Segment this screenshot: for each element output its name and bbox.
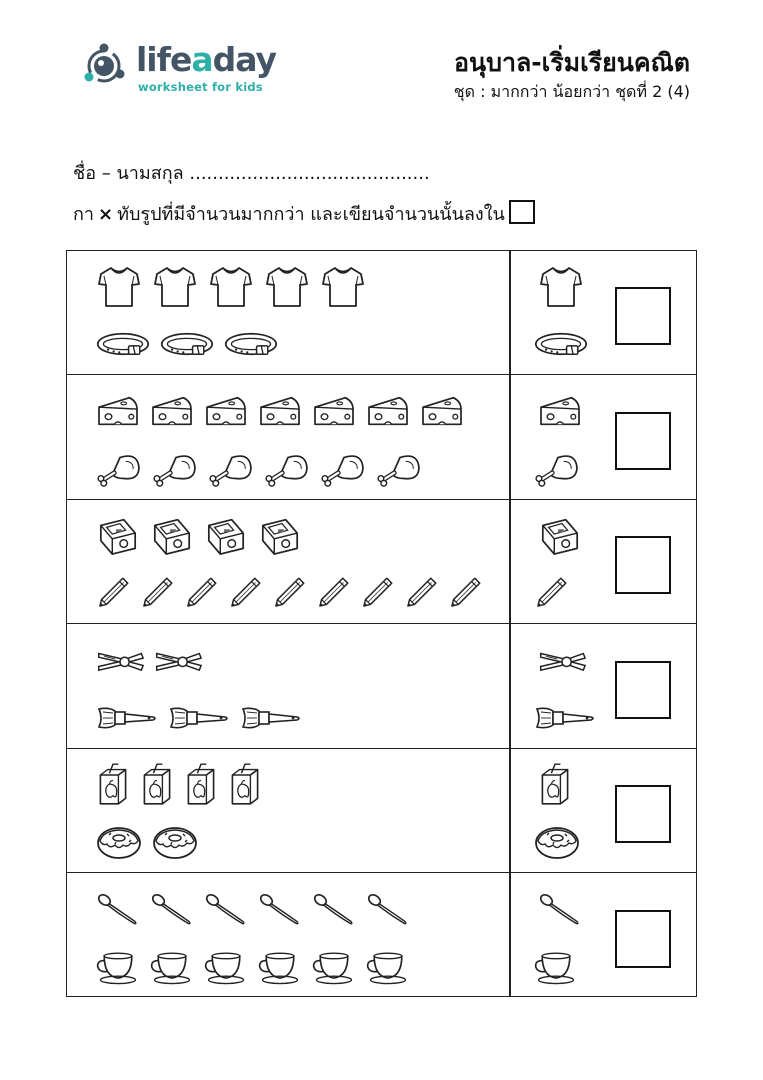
- reference-bottom-picture: [533, 815, 589, 869]
- answer-box[interactable]: [615, 661, 671, 719]
- bottom-picture-group: [95, 940, 419, 994]
- drumstick-icon[interactable]: [151, 450, 199, 488]
- teacup-icon[interactable]: [533, 948, 579, 986]
- logo-tagline: worksheet for kids: [138, 80, 263, 94]
- teacup-icon[interactable]: [311, 948, 357, 986]
- spoon-icon[interactable]: [203, 891, 249, 927]
- juicebox-icon[interactable]: [537, 762, 573, 806]
- bottom-picture-group: [95, 442, 431, 496]
- pencil-icon[interactable]: [315, 573, 351, 613]
- reference-top-picture: [537, 259, 593, 313]
- page-title: อนุบาล-เริ่มเรียนคณิต: [453, 48, 690, 77]
- drumstick-icon[interactable]: [319, 450, 367, 488]
- spoon-icon[interactable]: [537, 891, 583, 927]
- pencil-icon[interactable]: [95, 573, 131, 613]
- shirt-icon[interactable]: [319, 262, 367, 310]
- cheese-icon[interactable]: [149, 392, 195, 430]
- sharpener-icon[interactable]: [257, 514, 303, 556]
- teacup-icon[interactable]: [149, 948, 195, 986]
- cheese-icon[interactable]: [203, 392, 249, 430]
- pencil-icon[interactable]: [359, 573, 395, 613]
- comparison-row: [67, 625, 696, 749]
- donut-icon[interactable]: [151, 823, 199, 861]
- top-picture-group: [95, 508, 311, 562]
- drumstick-icon[interactable]: [375, 450, 423, 488]
- shirt-icon[interactable]: [537, 262, 585, 310]
- answer-box[interactable]: [615, 287, 671, 345]
- sample-answer-box: [509, 200, 535, 224]
- cheese-icon[interactable]: [95, 392, 141, 430]
- pencil-icon[interactable]: [403, 573, 439, 613]
- logo-molecule-icon: [82, 40, 134, 92]
- teacup-icon[interactable]: [257, 948, 303, 986]
- shirt-icon[interactable]: [95, 262, 143, 310]
- pencil-icon[interactable]: [271, 573, 307, 613]
- cheese-icon[interactable]: [311, 392, 357, 430]
- juicebox-icon[interactable]: [183, 762, 219, 806]
- top-picture-group: [95, 882, 419, 936]
- paintbrush-icon[interactable]: [167, 703, 231, 733]
- top-picture-group: [95, 757, 271, 811]
- reference-top-picture: [537, 384, 591, 438]
- belt-icon[interactable]: [159, 327, 215, 361]
- page-subtitle: ชุด : มากกว่า น้อยกว่า ชุดที่ 2 (4): [453, 82, 690, 101]
- pencil-icon[interactable]: [447, 573, 483, 613]
- paintbrush-icon[interactable]: [95, 703, 159, 733]
- sharpener-icon[interactable]: [95, 514, 141, 556]
- juicebox-icon[interactable]: [139, 762, 175, 806]
- comparison-row: [67, 251, 696, 375]
- cheese-icon[interactable]: [257, 392, 303, 430]
- juicebox-icon[interactable]: [95, 762, 131, 806]
- instruction-prefix: กา: [73, 204, 95, 225]
- reference-top-picture: [537, 508, 591, 562]
- juicebox-icon[interactable]: [227, 762, 263, 806]
- answer-box[interactable]: [615, 785, 671, 843]
- drumstick-icon[interactable]: [263, 450, 311, 488]
- comparison-row: [67, 376, 696, 500]
- spoon-icon[interactable]: [149, 891, 195, 927]
- drumstick-icon[interactable]: [207, 450, 255, 488]
- reference-bottom-picture: [533, 317, 597, 371]
- drumstick-icon[interactable]: [533, 450, 581, 488]
- reference-top-picture: [537, 633, 595, 687]
- spoon-icon[interactable]: [95, 891, 141, 927]
- shirt-icon[interactable]: [263, 262, 311, 310]
- donut-icon[interactable]: [95, 823, 143, 861]
- x-mark-symbol: ×: [98, 204, 114, 225]
- sharpener-icon[interactable]: [149, 514, 195, 556]
- belt-icon[interactable]: [95, 327, 151, 361]
- paintbrush-icon[interactable]: [533, 703, 597, 733]
- pencil-icon[interactable]: [533, 573, 569, 613]
- belt-icon[interactable]: [533, 327, 589, 361]
- comparison-table: [66, 250, 697, 997]
- logo-wordmark: lifeaday: [136, 40, 277, 79]
- reference-bottom-picture: [533, 691, 605, 745]
- bottom-picture-group: [95, 691, 311, 745]
- reference-top-picture: [537, 757, 581, 811]
- pencil-icon[interactable]: [183, 573, 219, 613]
- teacup-icon[interactable]: [95, 948, 141, 986]
- bottom-picture-group: [95, 566, 491, 620]
- cheese-icon[interactable]: [537, 392, 583, 430]
- drumstick-icon[interactable]: [95, 450, 143, 488]
- spoon-icon[interactable]: [311, 891, 357, 927]
- spoon-icon[interactable]: [257, 891, 303, 927]
- answer-box[interactable]: [615, 536, 671, 594]
- spoon-icon[interactable]: [365, 891, 411, 927]
- teacup-icon[interactable]: [365, 948, 411, 986]
- top-picture-group: [95, 384, 473, 438]
- comparison-row: [67, 500, 696, 624]
- answer-box[interactable]: [615, 910, 671, 968]
- lifeaday-logo: [82, 38, 277, 98]
- pencil-icon[interactable]: [139, 573, 175, 613]
- cheese-icon[interactable]: [419, 392, 465, 430]
- clothespin-icon[interactable]: [153, 646, 203, 674]
- belt-icon[interactable]: [223, 327, 279, 361]
- instruction-text: [73, 200, 535, 227]
- pencil-icon[interactable]: [227, 573, 263, 613]
- top-picture-group: [95, 259, 375, 313]
- name-field-line[interactable]: ชื่อ – นามสกุล ..........................................: [73, 163, 430, 184]
- answer-box[interactable]: [615, 412, 671, 470]
- sharpener-icon[interactable]: [203, 514, 249, 556]
- comparison-row: [67, 874, 696, 998]
- paintbrush-icon[interactable]: [239, 703, 303, 733]
- comparison-row: [67, 749, 696, 873]
- bottom-picture-group: [95, 815, 207, 869]
- instruction-body: ทับรูปที่มีจำนวนมากกว่า และเขียนจำนวนนั้นลงใน: [117, 204, 505, 225]
- clothespin-icon[interactable]: [537, 646, 587, 674]
- teacup-icon[interactable]: [203, 948, 249, 986]
- bottom-picture-group: [95, 317, 287, 371]
- reference-bottom-picture: [533, 566, 577, 620]
- reference-top-picture: [537, 882, 591, 936]
- sharpener-icon[interactable]: [537, 514, 583, 556]
- reference-bottom-picture: [533, 940, 587, 994]
- reference-bottom-picture: [533, 442, 589, 496]
- clothespin-icon[interactable]: [95, 646, 145, 674]
- cheese-icon[interactable]: [365, 392, 411, 430]
- top-picture-group: [95, 633, 211, 687]
- shirt-icon[interactable]: [207, 262, 255, 310]
- shirt-icon[interactable]: [151, 262, 199, 310]
- donut-icon[interactable]: [533, 823, 581, 861]
